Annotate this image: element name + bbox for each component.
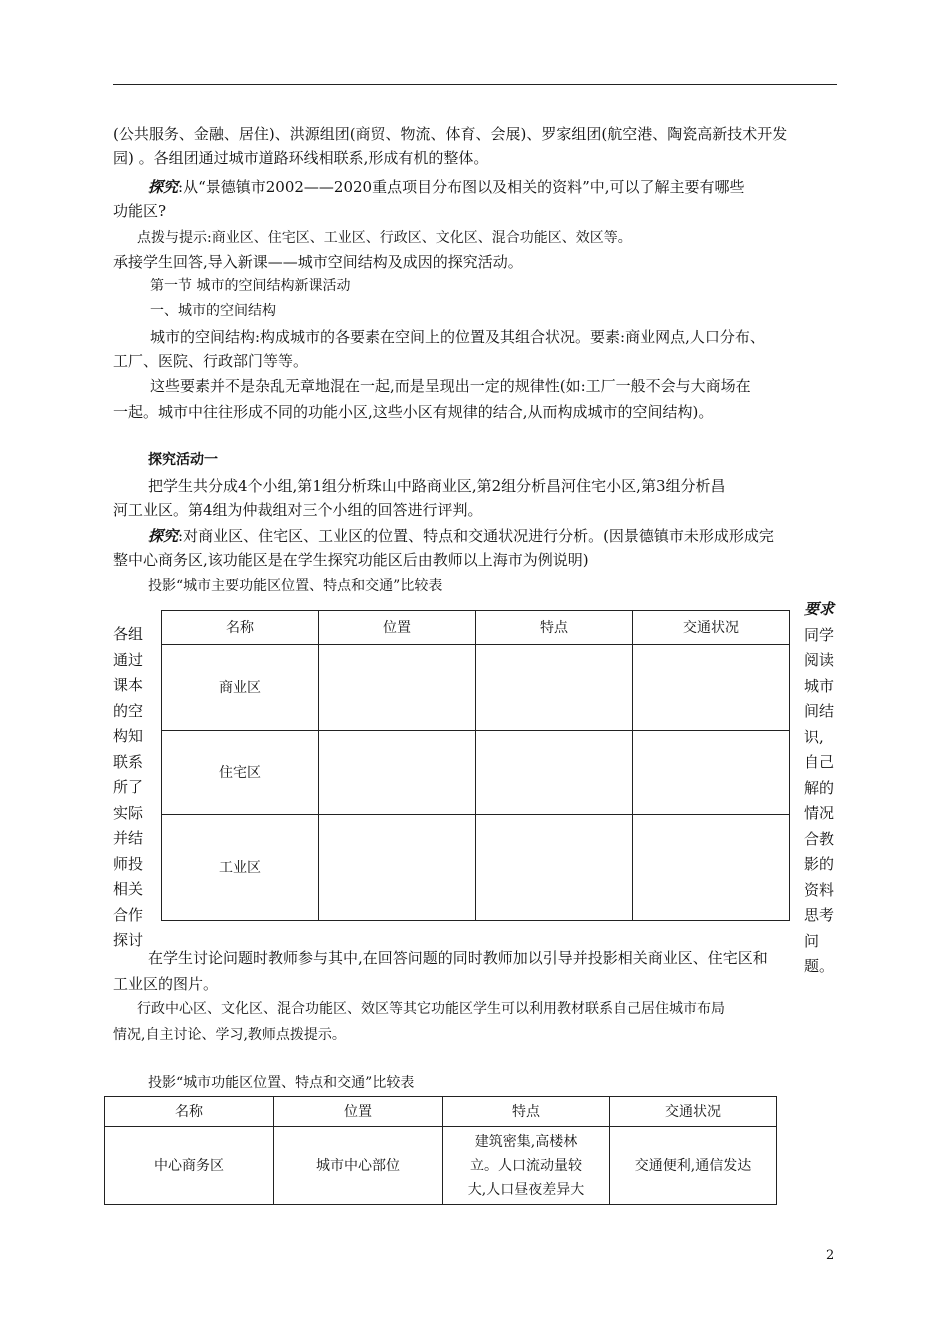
right-note-char: 阅读 [804, 651, 835, 669]
intro-explore-2: 功能区? [113, 202, 167, 220]
explore-text: :从“景德镇市2002——2020重点项目分布图以及相关的资料”中,可以了解主要有哪些 [178, 178, 745, 196]
table-header-cell: 交通状况 [633, 611, 790, 645]
zone-name-cell: 商业区 [162, 645, 319, 731]
left-note-char: 探讨 [113, 931, 144, 949]
left-note-char: 通过 [113, 650, 144, 669]
traffic-cell: 交通便利,通信发达 [610, 1127, 777, 1205]
feature-cell [443, 1127, 610, 1205]
definition-line-1: 城市的空间结构:构成城市的各要素在空间上的位置及其组合状况。要素:商业网点,人口分布、 [150, 328, 765, 346]
table-header-cell: 位置 [274, 1097, 443, 1127]
empty-cell [633, 815, 790, 921]
left-note-char: 相关 [113, 880, 144, 898]
zone-name-cell: 中心商务区 [105, 1127, 274, 1205]
empty-cell [319, 731, 476, 815]
left-note-char: 所了 [113, 778, 144, 796]
activity-explore-2: 整中心商务区,该功能区是在学生探究功能区后由教师以上海市为例说明) [113, 551, 589, 569]
right-note-char: 解的 [804, 778, 835, 797]
table-row [162, 645, 790, 731]
left-note-char: 合作 [113, 905, 144, 924]
rule-line-2: 一起。城市中往往形成不同的功能小区,这些小区有规律的结合,从而构成城市的空间结构)。 [113, 403, 714, 421]
left-note-char: 课本 [113, 676, 144, 694]
intro-line-1: (公共服务、金融、居住)、洪源组团(商贸、物流、体育、会展)、罗家组团(航空港、陶瓷高新技术开发 [113, 125, 788, 143]
table-header-cell: 名称 [105, 1097, 274, 1127]
section-subtitle: 一、城市的空间结构 [150, 303, 276, 319]
table-header-row [105, 1097, 777, 1127]
right-note-char: 资料 [804, 880, 835, 899]
discussion-line-4: 情况,自主讨论、学习,教师点拨提示。 [113, 1027, 346, 1043]
empty-cell [633, 731, 790, 815]
rule-line-1: 这些要素并不是杂乱无章地混在一起,而是呈现出一定的规律性(如:工厂一般不会与大商场在 [150, 377, 751, 395]
left-note-char: 并结 [113, 829, 144, 847]
right-note-char: 合教 [804, 829, 835, 848]
discussion-line-1: 在学生讨论问题时教师参与其中,在回答问题的同时教师加以引导并投影相关商业区、住宅区和 [148, 949, 768, 967]
right-note-char: 城市 [804, 676, 835, 695]
left-note-char: 构知 [113, 727, 144, 745]
page-number: 2 [826, 1248, 835, 1263]
empty-cell [476, 815, 633, 921]
right-note-char: 问题。 [804, 931, 835, 975]
comparison-table-1 [161, 610, 790, 921]
section-title: 第一节 城市的空间结构新课活动 [150, 278, 351, 294]
discussion-line-2: 工业区的图片。 [113, 975, 219, 993]
empty-cell [476, 645, 633, 731]
activity-line-1: 把学生共分成4个小组,第1组分析珠山中路商业区,第2组分析昌河住宅小区,第3组分析昌 [148, 477, 726, 495]
comparison-table-2 [104, 1096, 777, 1205]
table-row [162, 815, 790, 921]
activity-explore [148, 524, 774, 548]
projection-caption-2: 投影“城市功能区位置、特点和交通”比较表 [148, 1075, 415, 1091]
table-header-cell: 位置 [319, 611, 476, 645]
transition-text: 承接学生回答,导入新课——城市空间结构及成因的探究活动。 [113, 253, 523, 271]
projection-caption-1: 投影“城市主要功能区位置、特点和交通”比较表 [148, 578, 443, 594]
table-row [105, 1127, 777, 1205]
table-row [162, 731, 790, 815]
explore-label: 探究 [148, 178, 179, 196]
header-rule [113, 84, 837, 85]
left-note-char: 的空 [113, 701, 144, 720]
feature-line: 立。人口流动量较 [470, 1157, 582, 1174]
left-note-column [113, 622, 153, 954]
table-header-cell: 特点 [476, 611, 633, 645]
table-header-row [162, 611, 790, 645]
empty-cell [476, 731, 633, 815]
right-note-char: 情况 [804, 804, 835, 822]
table-header-cell: 名称 [162, 611, 319, 645]
right-note-char: 识, [804, 727, 824, 746]
right-note-char: 思考 [804, 906, 835, 924]
zone-name-cell: 住宅区 [162, 731, 319, 815]
explore-text-2: :对商业区、住宅区、工业区的位置、特点和交通状况进行分析。(因景德镇市未形成形成完 [178, 527, 774, 545]
zone-name-cell: 工业区 [162, 815, 319, 921]
discussion-line-3: 行政中心区、文化区、混合功能区、效区等其它功能区学生可以利用教材联系自己居住城市布局 [137, 1001, 725, 1017]
right-note-column [804, 597, 844, 980]
right-note-char: 自己 [804, 753, 835, 771]
right-note-heading: 要求 [804, 600, 835, 618]
left-note-char: 联系 [113, 752, 144, 771]
left-note-char: 实际 [113, 803, 144, 822]
definition-line-2: 工厂、医院、行政部门等等。 [113, 352, 309, 370]
table-header-cell: 交通状况 [610, 1097, 777, 1127]
left-note-char: 师投 [113, 854, 144, 873]
activity-line-2: 河工业区。第4组为仲裁组对三个小组的回答进行评判。 [113, 501, 483, 519]
intro-explore [148, 175, 745, 199]
empty-cell [319, 645, 476, 731]
feature-line: 大,人口昼夜差异大 [467, 1181, 585, 1198]
location-cell: 城市中心部位 [274, 1127, 443, 1205]
right-note-char: 间结 [804, 702, 835, 720]
activity-heading: 探究活动一 [148, 452, 218, 468]
intro-line-2: 园) 。各组团通过城市道路环线相联系,形成有机的整体。 [113, 149, 489, 167]
empty-cell [319, 815, 476, 921]
empty-cell [633, 645, 790, 731]
hint-text: 点拨与提示:商业区、住宅区、工业区、行政区、文化区、混合功能区、效区等。 [137, 230, 632, 246]
right-note-char: 影的 [804, 855, 835, 873]
right-note-char: 同学 [804, 625, 835, 644]
table-header-cell: 特点 [443, 1097, 610, 1127]
explore-label-2: 探究 [148, 527, 179, 545]
left-note-char: 各组 [113, 625, 144, 643]
feature-line: 建筑密集,高楼林 [474, 1133, 578, 1150]
